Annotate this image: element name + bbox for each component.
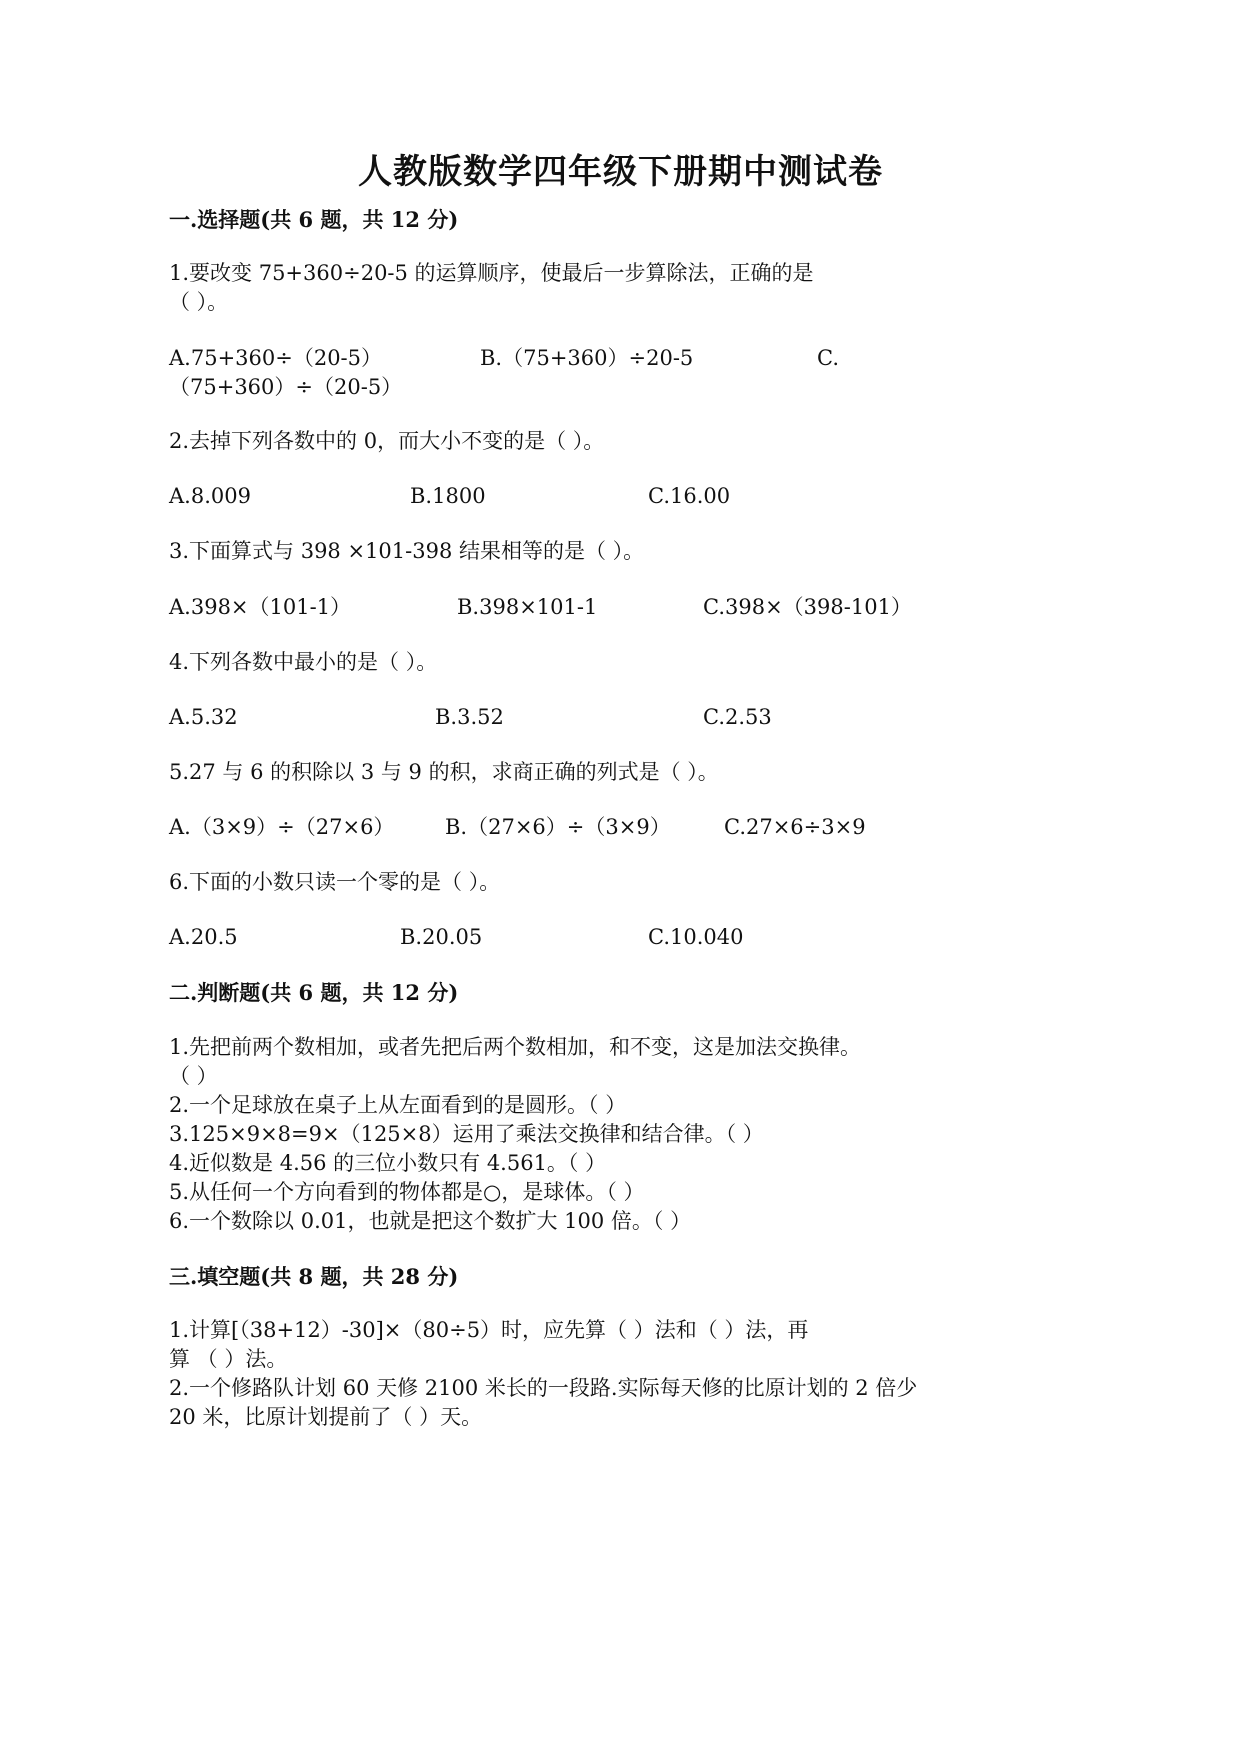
question-text: 2.去掉下列各数中的 0，而大小不变的是（ ）。 <box>169 429 605 453</box>
option-a: A.398×（101-1） <box>169 595 352 619</box>
option-c: C.398×（398-101） <box>703 595 912 619</box>
option-a: A.5.32 <box>169 705 238 729</box>
section-heading-choice: 一.选择题(共 6 题，共 12 分) <box>169 207 459 232</box>
option-a: A.20.5 <box>169 925 238 949</box>
judgment-item: 3.125×9×8=9×（125×8）运用了乘法交换律和结合律。（ ） <box>169 1122 764 1146</box>
fill-item: 2.一个修路队计划 60 天修 2100 米长的一段路.实际每天修的比原计划的 2 倍少 <box>169 1376 918 1400</box>
question-text: 5.27 与 6 的积除以 3 与 9 的积，求商正确的列式是（ ）。 <box>169 760 719 784</box>
question-text: 4.下列各数中最小的是（ ）。 <box>169 650 438 674</box>
fill-item: 20 米，比原计划提前了（ ）天。 <box>169 1405 483 1429</box>
question-text: 6.下面的小数只读一个零的是（ ）。 <box>169 870 501 894</box>
option-c-text: （75+360）÷（20-5） <box>169 375 403 399</box>
option-b: B.（75+360）÷20-5 <box>480 346 694 370</box>
answer-blank: （ ） <box>169 1064 218 1088</box>
option-b: B.20.05 <box>400 925 483 949</box>
page-title: 人教版数学四年级下册期中测试卷 <box>358 152 883 192</box>
judgment-item: 2.一个足球放在桌子上从左面看到的是圆形。（ ） <box>169 1093 627 1117</box>
judgment-item: 1.先把前两个数相加，或者先把后两个数相加，和不变，这是加法交换律。 <box>169 1035 862 1059</box>
question-text: 3.下面算式与 398 ×101-398 结果相等的是（ ）。 <box>169 539 645 563</box>
option-c: C.2.53 <box>703 705 772 729</box>
option-b: B.398×101-1 <box>457 595 598 619</box>
option-a: A.8.009 <box>169 484 251 508</box>
option-c: C.10.040 <box>648 925 744 949</box>
judgment-item: 4.近似数是 4.56 的三位小数只有 4.561。（ ） <box>169 1151 607 1175</box>
option-c: C.16.00 <box>648 484 731 508</box>
answer-blank: （ ）。 <box>169 290 229 314</box>
option-b: B.1800 <box>410 484 486 508</box>
section-heading-judgment: 二.判断题(共 6 题，共 12 分) <box>169 980 459 1005</box>
option-b: B.3.52 <box>435 705 504 729</box>
judgment-item: 5.从任何一个方向看到的物体都是○，是球体。（ ） <box>169 1180 645 1204</box>
option-c: C. <box>817 346 839 370</box>
option-c: C.27×6÷3×9 <box>724 815 866 839</box>
option-a: A.（3×9）÷（27×6） <box>169 815 395 839</box>
judgment-item: 6.一个数除以 0.01，也就是把这个数扩大 100 倍。（ ） <box>169 1209 692 1233</box>
question-text: 1.要改变 75+360÷20-5 的运算顺序，使最后一步算除法，正确的是 <box>169 261 814 285</box>
section-heading-fill-in: 三.填空题(共 8 题，共 28 分) <box>169 1264 459 1289</box>
option-b: B.（27×6）÷（3×9） <box>445 815 671 839</box>
fill-item: 算 （ ）法。 <box>169 1347 288 1371</box>
fill-item: 1.计算[（38+12）-30]×（80÷5）时，应先算（ ）法和（ ）法，再 <box>169 1318 809 1342</box>
option-a: A.75+360÷（20-5） <box>169 346 383 370</box>
